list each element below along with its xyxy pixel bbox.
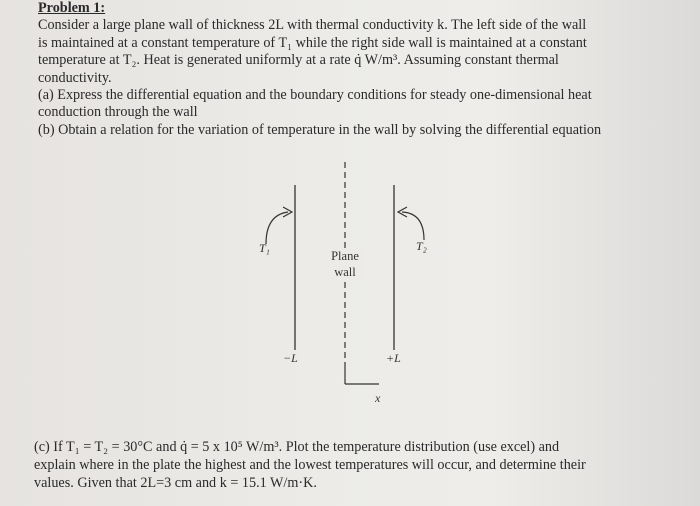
wall-label-line1: Plane	[331, 249, 359, 263]
part-c-line: explain where in the plate the highest and the lowest temperatures will occur, and determine their	[34, 457, 586, 473]
problem-title: Problem 1:	[38, 0, 106, 16]
part-c	[34, 438, 684, 492]
part-b-line: (b) Obtain a relation for the variation of temperature in the wall by solving the differential equation	[38, 121, 602, 138]
part-a-line: (a) Express the differential equation and the boundary conditions for steady one-dimensional heat	[38, 87, 592, 104]
statement-line: Consider a large plane wall of thickness 2L with thermal conductivity k. The left side of the wall	[38, 17, 587, 34]
part-c-line: values. Given that 2L=3 cm and k = 15.1 W/m·K.	[34, 475, 317, 491]
statement-line: temperature at T₂. Heat is generated uniformly at a rate q̇ W/m³. Assuming constant thermal	[38, 52, 559, 69]
minus-l-label: −L	[283, 351, 298, 365]
statement-line: conductivity.	[38, 69, 112, 86]
plus-l-label: +L	[386, 351, 401, 365]
t2-label: T₂	[416, 239, 427, 253]
part-a-line: conduction through the wall	[38, 104, 198, 121]
t1-curve	[266, 212, 288, 244]
t1-label: T₁	[259, 241, 270, 255]
wall-label-line2: wall	[334, 265, 356, 279]
part-c-line: (c) If T₁ = T₂ = 30°C and q̇ = 5 x 10⁵ W/m³. Plot the temperature distribution (use excel) and	[34, 439, 560, 455]
statement-line: is maintained at a constant temperature of T₁ while the right side wall is maintained at a constant	[38, 34, 587, 51]
x-label: x	[375, 391, 381, 405]
